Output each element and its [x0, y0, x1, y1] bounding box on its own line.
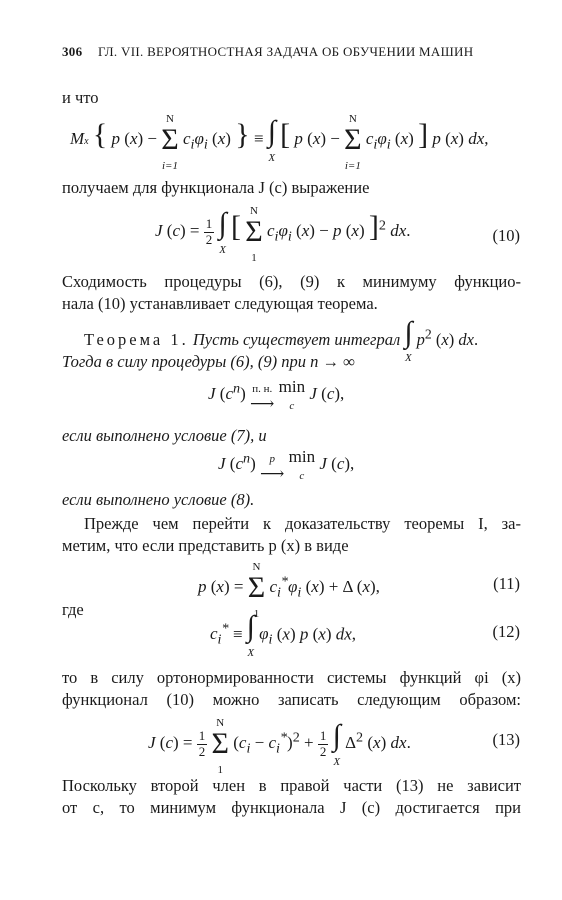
text-line-10a: то в силу ортонормированности системы функций φi (x): [62, 668, 521, 687]
formula-11: p (x) = N Σ 1 $c_i^*\varphi_i$ (x) + Δ (x),: [198, 561, 380, 620]
formula-expectation: Mx { p (x) − N Σ i=1 $c_i\varphi_i$ (x) } ≡ ∫ X [ p (x) − N Σ i=1 $c_i\varphi_i$ (x) ] p (x) dx,: [70, 113, 489, 172]
formula-convergence-2: J $(c^n)$ p ⟶ min c J (c),: [218, 447, 355, 483]
running-header: [62, 44, 473, 60]
theorem-line: Теорема 1. Пусть существует интеграл ∫ X $p^2$ (x) dx.: [84, 316, 479, 364]
page-number: 306: [62, 44, 83, 59]
text-line-7: если выполнено условие (8).: [62, 490, 255, 509]
text-line-10b: функционал (10) можно записать следующим образом:: [62, 690, 521, 709]
equation-number-11: (11): [493, 574, 520, 593]
equation-number-12: (12): [492, 622, 520, 641]
text-line-8b: метим, что если представить p (x) в виде: [62, 536, 349, 555]
text-line-2: получаем для функционала J (c) выражение: [62, 178, 370, 197]
equation-number-10: (10): [492, 226, 520, 245]
theorem-text: Пусть существует интеграл: [192, 330, 401, 350]
text-line-5: Тогда в силу процедуры (6), (9) при n → ∞: [62, 352, 355, 371]
text-line-3a: Сходимость процедуры (6), (9) к минимуму функцио-: [62, 272, 521, 291]
convergence-label-1: п. н.: [252, 383, 273, 395]
theorem-label: Теорема 1.: [84, 330, 189, 350]
text-line-1: и что: [62, 88, 99, 107]
equation-number-13: (13): [492, 730, 520, 749]
running-title: ГЛ. VII. ВЕРОЯТНОСТНАЯ ЗАДАЧА ОБ ОБУЧЕНИИ МАШИН: [97, 44, 474, 59]
text-line-6: если выполнено условие (7), и: [62, 426, 267, 445]
text-line-9: где: [62, 600, 84, 619]
formula-13: J (c) = $\frac{1}{2}$ N Σ 1 $(c_i - c_i^*)^2$ + $\frac{1}{2}$ ∫ X $\Delta^2$ (x) dx.: [148, 717, 411, 776]
formula-12: $c_i^*$ ≡ ∫ X $\varphi_i$ (x) p (x) dx,: [210, 610, 357, 659]
convergence-label-2: p: [269, 453, 275, 465]
text-line-11b: от c, то минимум функционала J (c) достигается при: [62, 798, 521, 817]
text-line-3b: нала (10) устанавливает следующая теорема.: [62, 294, 378, 313]
text-line-11a: Поскольку второй член в правой части (13) не зависит: [62, 776, 521, 795]
text-line-8a: Прежде чем перейти к доказательству теоремы I, за-: [84, 514, 521, 533]
formula-convergence-1: J $(c^n)$ п. н. ⟶ min c J (c),: [208, 377, 345, 413]
formula-10: J (c) = $\frac{1}{2}$ ∫ X [ N Σ 1 $c_i\varphi_i$ (x) − p (x) ]$^2$ dx.: [155, 205, 411, 264]
